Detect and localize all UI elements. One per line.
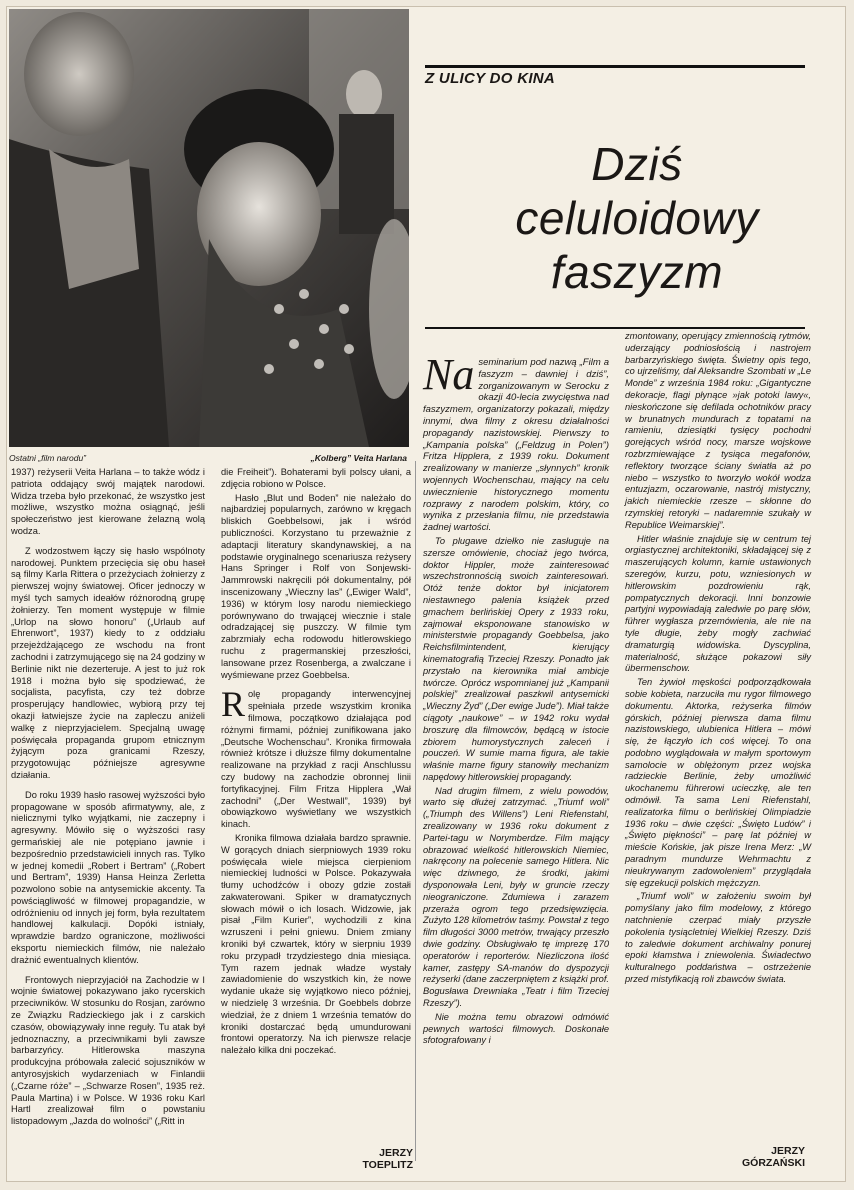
col4-paragraph: Ten żywioł męskości podporządkowała sobie kobieta, narzuciła mu rygor filmowego dokumentu. Aktorka, reżyserka filmów górskich, później pierwsza dama filmu nazistowskiego, ulubienica Hitlera – mówi się, że łączyło ich coś więcej. To ona podobno wyglądowała w małym sportowym samolocie w oblężonym przez wojska radzieckie Berlinie, żeby umożliwić ukochanemu führerowi ucieczkę, ale ten odmówił. Ta sama Leni Riefenstahl, realizatorka filmu o berlińskiej Olimpiadzie 1936 roku – dwie części: „Święto Ludów” i „Święto piękności” – parę lat później w mieście Końskie, jak pisze Irena Merz: „W paradnym mundurze Wehrmachtu z nieukrywanym zadowoleniem” przyglądała się egzekucji polskich mężczyzn. xyxy=(625,677,811,888)
film-still-photo xyxy=(9,9,409,447)
column-2 xyxy=(221,467,411,1059)
dropcap-r: R xyxy=(221,684,246,725)
col1-paragraph: Do roku 1939 hasło rasowej wyższości było propagowane w sposób afirmatywny, ale, z nielicznymi tylko wyjątkami, nie zaczepny i agresywny. Mówiło się o wyższości rasy germańskiej ale nie potępiano jawnie i bezpośrednio przedstawicieli innych ras. Tylko w jednej komedii „Robert i Bertram” („Robert und Bertram”, 1939) Hansa Heinza Zerletta pozwolono sobie na antysemickie akcenty. Ta powściągliwość w filmowej propagandzie, w odróżnieniu od innych jej form, była rezultatem handlowej kalkulacji. Dopóki istniały, wprawdzie bardzo ograniczone, możliwości eksportu niemieckich filmów, nie należało drażnić ewentualnych klientów. xyxy=(11,789,205,965)
col4-paragraph: zmontowany, operujący zmiennością rytmów, uderzający podniosłością i nastrojem barbarzyńskiego święta. Świetny opis tego, co ujrzeliśmy, dał Aleksandre Szombati w „Le Monde” z września 1984 roku: „Gigantyczne dekoracje, flagi płynące »jak potoki lawy«, nieskończone się defilada ochotników pracy w brunatnych mundurach z topatami na ramieniu, dziesiątki tysięcy pochodni gorejących wśród nocy, marsze wojskowe rozbrzmiewające z tysiąca megafonów, reflektory tworzące ściany światła aż po niebo – wszystko to tworzyło wokół wodza entuzjazm, oczarowanie, nastrój mistyczny, jakich niemieckie rzesze – skłonne do rzymskiej retoryki – nadaremnie szukały w Republice Weimarskiej”. xyxy=(625,331,812,530)
column-divider xyxy=(415,461,416,1161)
col4-paragraph: „Triumf woli” w założeniu swoim był pomyślany jako film modelowy, z którego natchnienie czerpać miały przyszłe pokolenia tysiącletniej Wielkiej Rzeszy. Dziś to zaledwie dokument archiwalny ponurej epoki kłamstwa i zniewolenia. Świadectwo kulturalnego poddaństwa – ostrzeżenie przed mistyfikacją roli zbawców świata. xyxy=(625,891,811,985)
col3-lead-text: seminarium pod nazwą „Film a faszyzm – dawniej i dziś”, zorganizowanym w Serocku z okazji 40-lecia zwycięstwa nad faszyzmem, organizatorzy pokazali, między innymi, dwa filmy z okresu działalności propagandy nazistowskiej. Pierwszy to „Kampania polska” („Feldzug in Polen”) Fritza Hipplera, z 1939 roku. Dokument zrealizowany w manierze „słynnych” kronik wojennych Wochenschau, mający na celu uwiecznienie historycznego momentu rozprawy z narodem polskim, który, co wynika z przesłania filmu, nie przedstawia żadnej wartości. xyxy=(423,357,609,534)
photo-caption-right: „Kolberg” Veita Harlana xyxy=(310,453,407,463)
section-kicker xyxy=(425,65,805,88)
col3-paragraph: Nad drugim filmem, z wielu powodów, warto się dłużej zatrzymać. „Triumf woli” („Triumph des Willens”) Leni Riefenstahl, zrealizowany w 1936 roku dokument z Partei-tagu w Norymberdze. Film mający obrazować wielkość hitlerowskich Niemiec, nakręcony na polecenie samego Hitlera. Nic więc dziwnego, że środki, jakimi dysponowała Leni, były w gruncie rzeczy nieograniczone. Zdumiewa i zarazem przeraża ogrom tego przedsięwzięcia. Zużyto 128 kilometrów taśmy. Powstał z tego film długości 3000 metrów, trwający przeszło dwie godziny. Obsługiwało tę imprezę 170 operatorów i reporterów. Niezliczona ilość kamer, zastępy SA-manów do dyspozycji reżyserki (dane zaczerpniętem z książki prof. Bogusława Drewniaka „Teatr i film Trzeciej Rzeszy”). xyxy=(423,785,609,1009)
col4-paragraph: Hitler właśnie znajduje się w centrum tej orgiastycznej architektoniki, składającej się z maszerujących kolumn, karnie ustawionych szeregów, kurzu, potu, wzniesionych w hitlerowskim pozdrowieniu rąk, pompatycznych dekoracji. Inni bonzowie partyjni wypowiadają zaledwie po parę słów, führer wygłasza przemówienia, ale nie na tyle długie, żeby mogły zachwiać dramaturgią widowiska. Dyscyplina, materialność, służące pokazowi siły übermenschow. xyxy=(625,533,811,674)
title-line-3: faszyzm xyxy=(550,246,724,298)
photo-image xyxy=(9,9,409,447)
col2-paragraph: Kronika filmowa działała bardzo sprawnie. W gorących dniach sierpniowych 1939 roku poświęcała wiele miejsca cierpieniom niemieckiej ludności w Polsce. Pokazywała tłumy uchodźców i obozy gdzie zostałi zakwaterowani. Spiker w dramatycznych słowach mówił o ich losach. Widzowie, jak pisał „Film Kurier”, wychodzili z kina wzruszeni i pełni gniewu. Dniem zmiany kroniki był czwartek, który w sierpniu 1939 roku przypadł trzydziestego dnia miesiąca. Tym razem jednak władze wystały zawiadomienie do wszystkich kin, że nowe wydanie ukaże się wyjątkowo nieco później, w niedzielę 3 września. Dr Goebbels dobrze wiedział, że z dniem 1 września tematów do kroniki dostarczać będą umundurowani frontowi operatorzy. Na ich pierwsze relacje należało kilka dni poczekać. xyxy=(221,832,411,1056)
col1-paragraph: Z wodzostwem łączy się hasło wspólnoty narodowej. Punktem przecięcia się obu haseł są filmy Karla Rittera o przeżyciach żołnierzy z pierwszej wojny światowej. Oficer jednoczy w myśl tych samych ideałów różnorodną grupę żołnierzy. Ten moment występuje w filmie „Urlop na słowo honoru” („Urlaub auf Ehrenwort”, 1937) kiedy to z oddziału przejeżdżającego ze wschodu na front zachodni i zatrzymującego się na 24 godziny w Berlinie nikt nie dezerteruje. A jest to już rok 1918 i można było się spodziewać, że socjalista, pacyfista, czy też dobrze prosperujący handlowiec, wybiorą przy tej okazji łatwiejsze życie na zapleczu aniżeli walkę z nieprzyjacielem. Specjalną uwagę poświęcała propaganda grupom etnicznym żyjącym poza granicami Rzeszy, przygotowując późniejsze agresywne działania. xyxy=(11,545,205,780)
dropcap-na: Na xyxy=(423,350,475,399)
col2-paragraph: die Freiheit”). Bohaterami byli polscy ułani, a zdjęcia robiono w Polsce. xyxy=(221,467,411,489)
signature-line: TOEPLITZ xyxy=(362,1159,413,1171)
title-line-1: Dziś xyxy=(591,138,683,190)
author-signature-gorzanski xyxy=(697,1145,805,1169)
author-signature-toeplitz xyxy=(303,1147,413,1171)
kicker-text: Z ULICY DO KINA xyxy=(425,70,556,87)
column-4 xyxy=(625,331,811,988)
column-1 xyxy=(11,467,205,1130)
col3-lead xyxy=(423,350,609,534)
col2-paragraph: Hasło „Blut und Boden” nie należało do najbardziej popularnych, zarówno w kręgach bliskich Goebbelsowi, jak i wśród publiczności. Korzystano tu przeważnie z adaptacji literatury skandynawskiej, a na podstawie oryginalnego scenariusza reżysery Hans Springer i Rolf von Sonjewski-Jammrowski nakręcili pół dokumentalny, pół inscenizowany „Wieczny las” („Ewiger Wald”, 1936) w którym losy narodu niemieckiego porównywano do trwającej wiecznie i stale odradzającej się puszczy. W filmie tym zabrzmiały echa rodowodu hitlerowskiego ruchu z pragermanskiej przeszłości, lansowane przez Rosenberga, a zwalczane i wyśmiewane przez Goebbelsa. xyxy=(221,492,411,680)
col3-paragraph: To plugawe dziełko nie zasługuje na szersze omówienie, chociaż jego twórca, doktor Hippler, może zainteresować wszechstronnością swoich zainteresowań. Otóż tenże doktor był inicjatorem niestawnego palenia książek przed gmachem berlińskiej Opery z 1933 roku, zajmował eksponowane stanowisko w ministerstwie propagandy Goebbelsa, jako Reichsfilmintendent, kierujący kinematografią Trzeciej Rzeszy. Ponadto jak przystało na kierownika miał ambicje twórcze. Oprócz wspomnianej już „Kampanii polskiej” zrealizował paszkwil antysemicki „Wieczny Żyd” („Der ewige Jude”). Miał także ciągoty „naukowe” – w 1942 roku wydał broszurę dla filmowców, będącą w istocie zbiorem humorystycznych zaleceń i pouczeń. W sumie marna figura, ale takie właśnie marne figury stanowiły mechanizm napędowy hitlerowskiej propagandy. xyxy=(423,535,609,782)
col1-paragraph: 1937) reżyserii Veita Harlana – to także wódz i patriota oddający swój majątek narodowi. Widza trzeba było przekonać, że wszystko jest możliwe, wszystko można osiągnąć, jeśli społeczeństwo jest kierowane żelazną wolą wodza. xyxy=(11,467,205,536)
title-line-2: celuloidowy xyxy=(515,192,759,244)
title-rule xyxy=(425,327,805,329)
signature-line: GÓRZAŃSKI xyxy=(742,1157,805,1169)
col1-paragraph: Frontowych nieprzyjaciół na Zachodzie w I wojnie światowej pokazywano jako rycerskich przeciwników. W stosunku do Rosjan, zarówno ze Związku Radzieckiego jak i z carskich czasów, obowiązywały inne reguły. Tu atak był jednoznaczny, a przeciwnikami byli zawsze barbarzyńcy. Hitlerowska maszyna produkcyjna próbowała zalecić sojuszników w antyrosyjskich wydarzeniach w Finlandii („Czarne róże” – „Schwarze Rosen”, 1935 reż. Paula Martina) i w Polsce. W 1936 roku Karl Hartl zrealizował film o powstaniu listopadowym „Jazda do wolności” („Ritt in xyxy=(11,974,205,1127)
magazine-page xyxy=(6,6,846,1182)
signature-line: JERZY xyxy=(771,1145,805,1157)
signature-line: JERZY xyxy=(379,1147,413,1159)
article-title xyxy=(477,137,797,299)
col3-paragraph: Nie można temu obrazowi odmówić pewnych wartości filmowych. Doskonałe sfotografowany i xyxy=(423,1011,609,1046)
col2-paragraph-text: olę propagandy interwencyjnej spełniała przede wszystkim kronika filmowa, początkowo działająca pod różnymi firmami, później zunifikowana jako „Deutsche Wochenschau”. Kronika firmowała również krótsze i dłuższe filmy dokumentalne realizowane na przykład z racji Anschlussu czy budowy na zachodzie obronnej linii fortyfikacyjnej. Film Fritza Hipplera „Wał zachodni” („Der Westwall”, 1939) był obowiązkowo wyświetlany we wszystkich kinach. xyxy=(221,689,411,830)
column-3 xyxy=(423,350,609,1049)
photo-caption-left: Ostatni „film narodu” xyxy=(9,453,86,463)
col2-paragraph-dropcap xyxy=(221,684,411,831)
